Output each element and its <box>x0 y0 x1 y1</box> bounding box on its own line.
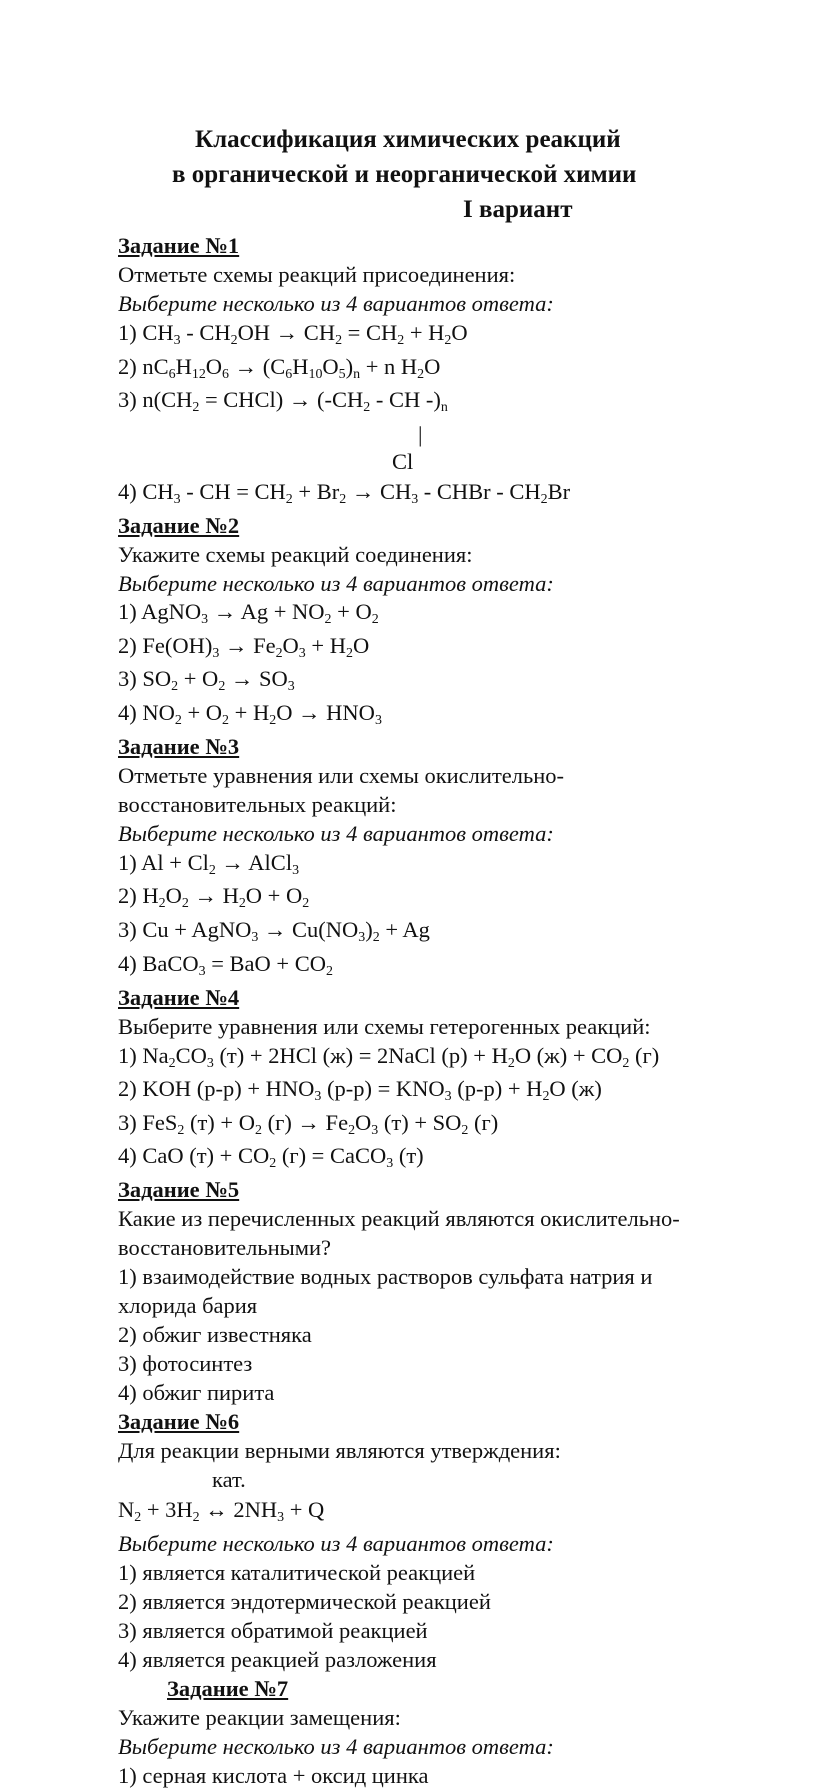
task2-question: Укажите схемы реакций соединения: <box>118 542 473 567</box>
task1-option-3: 3) $n(CH_2$ = CHCl) → ($-CH_2$ - CH $-)_n$ <box>118 387 448 416</box>
task1-option-1: 1) $CH_3 - CH_2OH \to CH_2 = CH_2 + H_2O$ <box>118 320 468 349</box>
task2-heading: Задание №2 <box>118 513 240 538</box>
title-line-2: в органической и неорганической химии <box>172 161 637 188</box>
task6-question: Для реакции верными являются утверждения: <box>118 1438 561 1463</box>
task5-option-4: 4) обжиг пирита <box>118 1380 275 1405</box>
task2-option-2: 2) $Fe(OH)_3 \to Fe_2O_3 + H_2O$ <box>118 633 370 662</box>
task5-option-3: 3) фотосинтез <box>118 1351 253 1376</box>
task2-option-1: 1) AgNO$_3$ → $Ag + NO_2 + O_2$ <box>118 599 379 628</box>
task3-option-1: 1) $Al + Cl_2$ → AlCl$_3$ <box>118 850 300 879</box>
task2-option-3: 3) $SO_2 + O_2 \to SO_3$ <box>118 666 295 695</box>
task1-branch-chlorine: Cl <box>392 449 414 474</box>
task1-question: Отметьте схемы реакций присоединения: <box>118 262 516 287</box>
task6-option-4: 4) является реакцией разложения <box>118 1647 437 1672</box>
task4-option-1: 1) $Na_2CO_3$ (т) + 2HCl (ж) = 2NaCl $(р) + H_2O$ $(ж) + CO_2$ (г) <box>118 1043 660 1072</box>
task6-equation: $N_2 + 3H_2$ ↔ $2NH_3 + Q$ <box>118 1497 325 1526</box>
task3-question-line-2: восстановительных реакций: <box>118 792 397 817</box>
task3-heading: Задание №3 <box>118 734 240 759</box>
task1-heading: Задание №1 <box>118 233 240 258</box>
task2-option-4: 4) $NO_2 + O_2 + H_2O \to HNO_3$ <box>118 700 382 729</box>
task5-option-1-line-2: хлорида бария <box>118 1293 258 1318</box>
task2-hint: Выберите несколько из 4 вариантов ответа: <box>118 571 554 596</box>
task4-option-3: 3) FeS$_2$ $(т) + O_2$ $(г) \to Fe_2O_3$ $(т) + SO_2$ (г) <box>118 1110 499 1139</box>
task4-option-4: 4) CaO $(т) + CO_2$ (г) = CaCO$_3$ (т) <box>118 1143 424 1172</box>
task4-option-2: 2) KOH $(р-р) + HNO_3$ $(р-р) = KNO_3$ $(р-р) + H_2O$ (ж) <box>118 1076 602 1105</box>
task6-catalyst-label: кат. <box>212 1467 246 1492</box>
task4-heading: Задание №4 <box>118 985 240 1010</box>
title-line-1: Классификация химических реакций <box>195 126 621 153</box>
task6-option-3: 3) является обратимой реакцией <box>118 1618 428 1643</box>
task6-option-1: 1) является каталитической реакцией <box>118 1560 476 1585</box>
task4-question: Выберите уравнения или схемы гетерогенных реакций: <box>118 1014 651 1039</box>
task5-option-2: 2) обжиг известняка <box>118 1322 312 1347</box>
task6-heading: Задание №6 <box>118 1409 240 1434</box>
task1-hint: Выберите несколько из 4 вариантов ответа: <box>118 291 554 316</box>
task3-question-line-1: Отметьте уравнения или схемы окислительно- <box>118 763 565 788</box>
title-variant: I вариант <box>463 196 573 223</box>
task1-option-4: 4) $CH_3$ - CH = $CH_2 + Br_2 \to CH_3$ - CHBr - $CH_2Br$ <box>118 479 571 508</box>
task5-question-line-1: Какие из перечисленных реакций являются окислительно- <box>118 1206 680 1231</box>
task6-hint: Выберите несколько из 4 вариантов ответа: <box>118 1531 554 1556</box>
task1-option-2: 2) $nC_6H_{12}O_6 \to (C_6H_{10}O_5)_n + n$ $H_2O$ <box>118 354 441 383</box>
task7-option-1: 1) серная кислота + оксид цинка <box>118 1763 429 1788</box>
task7-hint: Выберите несколько из 4 вариантов ответа: <box>118 1734 554 1759</box>
task7-question: Укажите реакции замещения: <box>118 1705 401 1730</box>
task5-question-line-2: восстановительными? <box>118 1235 332 1260</box>
task3-option-2: 2) $H_2O_2 \to H_2O + O_2$ <box>118 883 310 912</box>
task5-option-1-line-1: 1) взаимодействие водных растворов сульфата натрия и <box>118 1264 653 1289</box>
task7-heading: Задание №7 <box>167 1676 289 1701</box>
task6-option-2: 2) является эндотермической реакцией <box>118 1589 491 1614</box>
task5-heading: Задание №5 <box>118 1177 240 1202</box>
task3-option-4: 4) BaCO$_3$ = BaO + $CO_2$ <box>118 951 333 980</box>
task1-branch-bond: | <box>418 422 423 447</box>
task3-hint: Выберите несколько из 4 вариантов ответа: <box>118 821 554 846</box>
task3-option-3: 3) Cu + AgNO$_3$ → $Cu(NO_3)_2 + Ag$ <box>118 917 430 946</box>
